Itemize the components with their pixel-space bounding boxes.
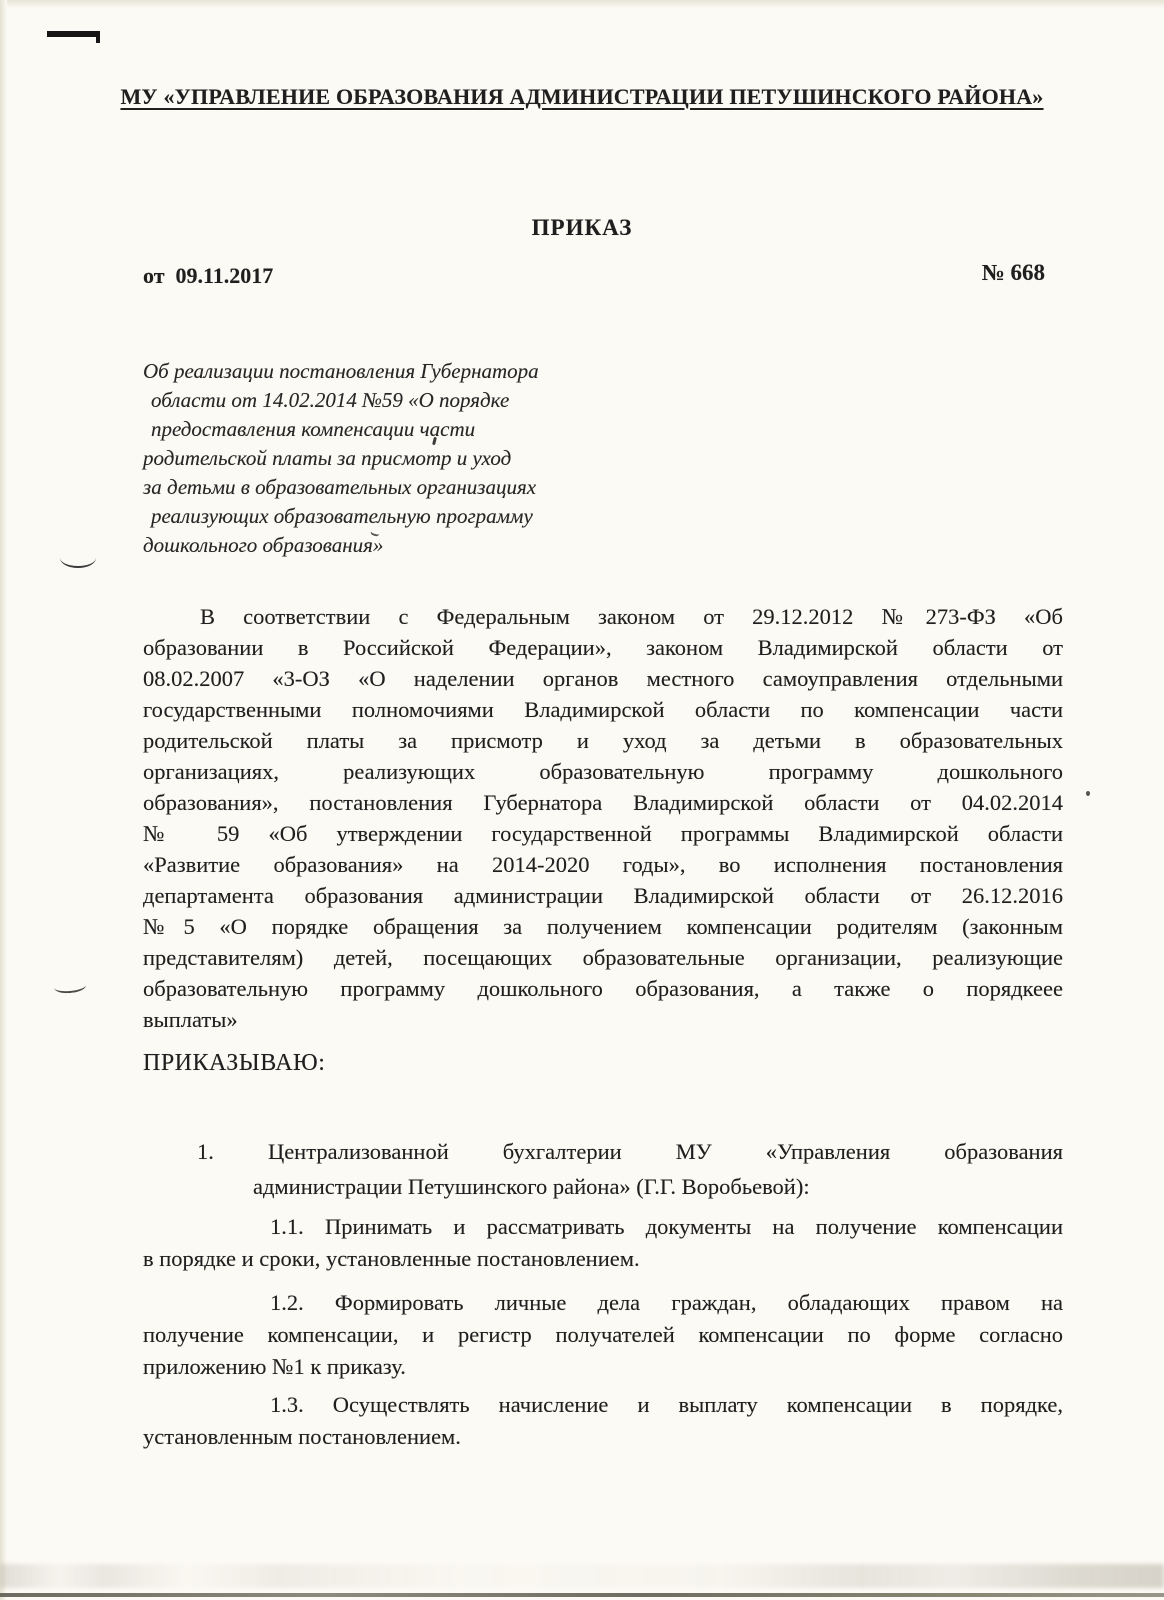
document-date: от 09.11.2017 [143,263,274,288]
preamble-line: родительской платы за присмотр и уход за детьми в образовательных [143,728,1063,753]
scan-artifact-squiggle [53,979,86,995]
subject-line: предоставления компенсации части [151,417,476,441]
scan-ghost-text [0,1564,1164,1588]
preamble-line: № 59 «Об утверждении государственной программы Владимирской области [143,821,1063,846]
order-item-line: приложению №1 к приказу. [143,1354,406,1379]
preamble-line: образовательную программу дошкольного образования, а также о порядкеее [143,976,1063,1001]
order-item-line: 1.2. Формировать личные дела граждан, обладающих правом на [270,1290,1063,1315]
subject-line: Об реализации постановления Губернатора [143,359,539,383]
subject-line: родительской платы за присмотр и уход [143,446,512,470]
order-item-line: администрации Петушинского района» (Г.Г. Воробьевой): [253,1174,810,1199]
order-item-line: получение компенсации, и регистр получателей компенсации по форме согласно [143,1322,1063,1347]
subject-line: дошкольного образования» [143,533,384,557]
subject-line: за детьми в образовательных организациях [143,475,537,499]
order-item-1-1 [143,1211,1063,1275]
preamble-line: «Развитие образования» на 2014-2020 годы», во исполнения постановления [143,852,1063,877]
order-item-line: установленным постановлением. [143,1424,461,1449]
resolve-heading: ПРИКАЗЫВАЮ: [143,1050,326,1076]
organization-name: МУ «УПРАВЛЕНИЕ ОБРАЗОВАНИЯ АДМИНИСТРАЦИИ ПЕТУШИНСКОГО РАЙОНА» [120,84,1044,109]
order-item-line: 1.1. Принимать и рассматривать документы на получение компенсации [270,1214,1063,1239]
order-item-line: 1. Централизованной бухгалтерии МУ «Управления образования [197,1139,1063,1164]
scan-artifact-arc [60,548,96,568]
order-item-1-2 [143,1287,1063,1383]
preamble-line: 08.02.2007 «3-ОЗ «О наделении органов местного самоуправления отдельными [143,666,1063,691]
preamble-line: образования», постановления Губернатора Владимирской области от 04.02.2014 [143,790,1063,815]
subject-line: области от 14.02.2014 №59 «О порядке [151,388,510,412]
order-item-1-3 [143,1389,1063,1453]
organization-header [0,84,1164,110]
order-item-line: 1.3. Осуществлять начисление и выплату компенсации в порядке, [270,1392,1063,1417]
scan-bottom-line [0,1593,1164,1597]
subject-block [143,357,623,560]
preamble-line: представителям) детей, посещающих образовательные организации, реализующие [143,945,1063,970]
preamble-line: В соответствии с Федеральным законом от 29.12.2012 №273-ФЗ «Об [200,604,1063,629]
scan-speck [1086,791,1090,796]
document-type-title: ПРИКАЗ [531,215,633,240]
preamble-line: организациях, реализующих образовательную программу дошкольного [143,759,1063,784]
subject-line: реализующих образовательную программу [151,504,533,528]
preamble-paragraph [143,601,1063,1035]
preamble-line: выплаты» [143,1007,238,1032]
scan-artifact-dash [47,31,100,37]
preamble-line: образовании в Российской Федерации», законом Владимирской области от [143,635,1063,660]
document-number: № 668 [981,260,1045,285]
preamble-line: департамента образования администрации Владимирской области от 26.12.2016 [143,883,1063,908]
order-item-line: в порядке и сроки, установленные постановлением. [143,1246,640,1271]
scan-edge-top [0,0,1164,8]
preamble-line: государственными полномочиями Владимирской области по компенсации части [143,697,1063,722]
order-item-1 [197,1134,1063,1204]
preamble-line: №5 «О порядке обращения за получением компенсации родителям (законным [143,914,1063,939]
